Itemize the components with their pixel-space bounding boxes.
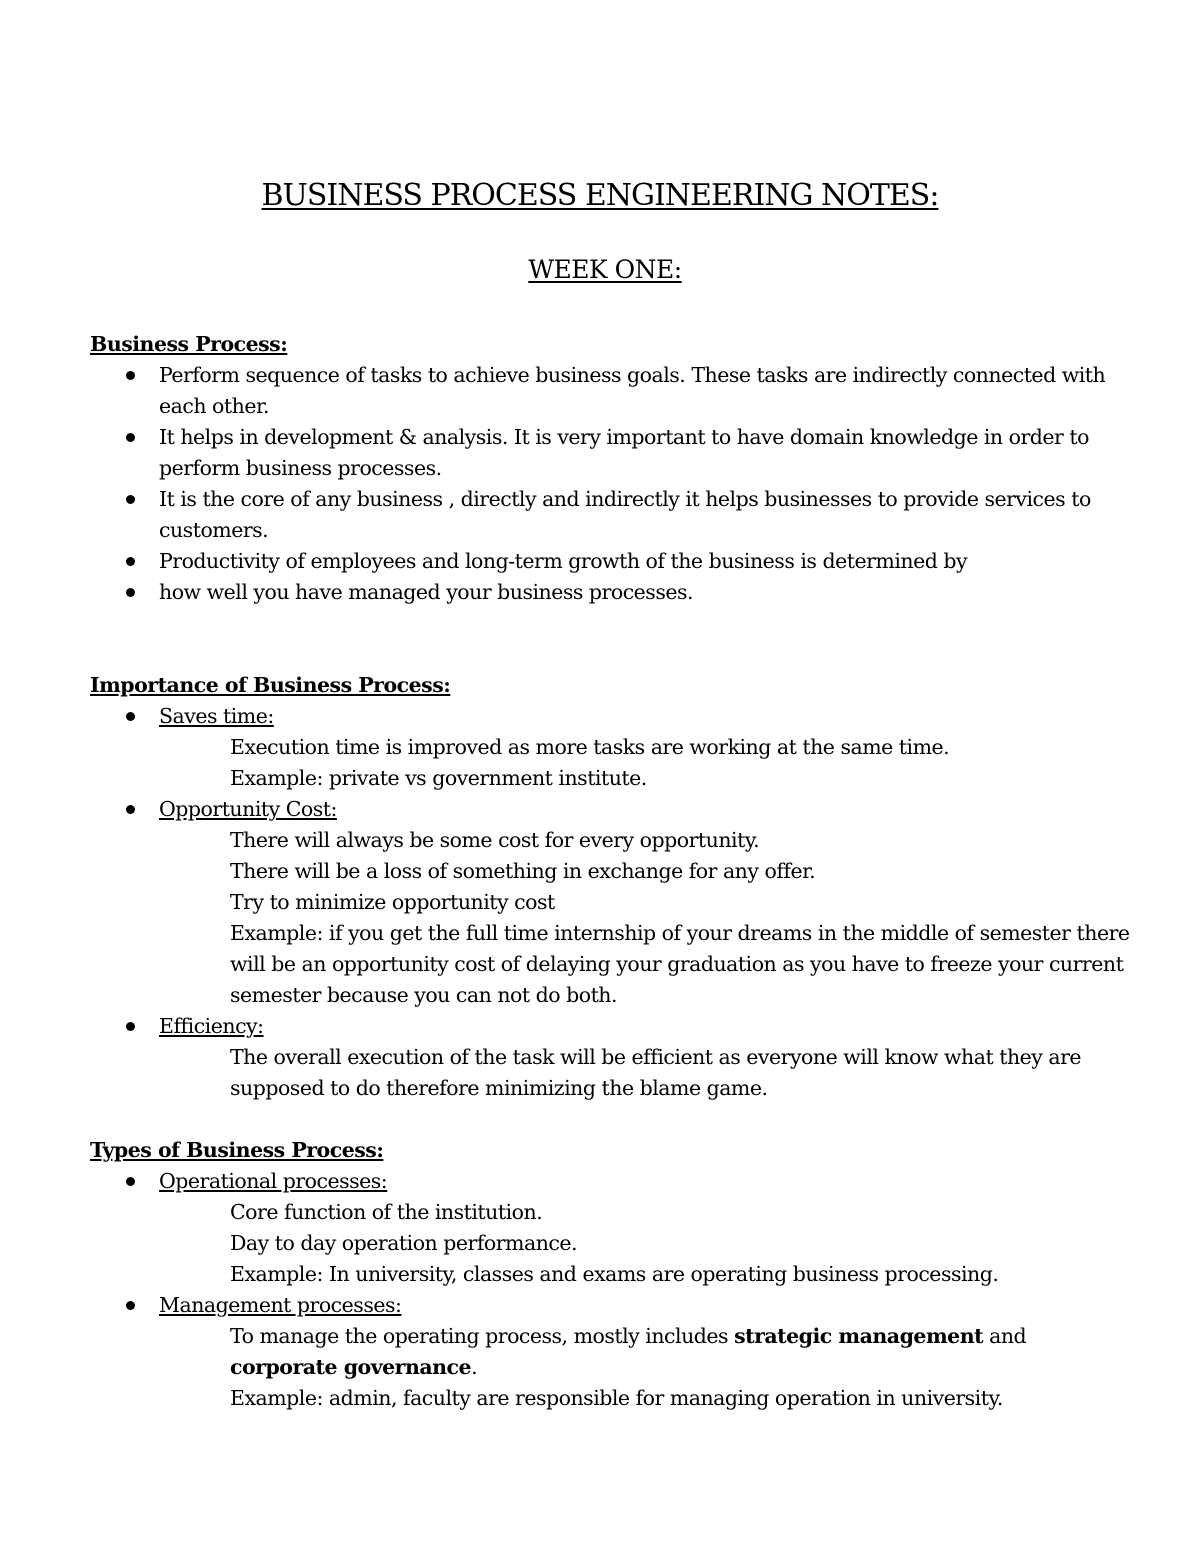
item-label: Management processes: [159, 1293, 402, 1317]
section-business-process [90, 329, 1130, 608]
types-list [90, 1166, 1130, 1414]
spacer [90, 608, 1130, 670]
notes-body [90, 329, 1130, 1414]
list-item-text: Perform sequence of tasks to achieve business goals. These tasks are indirectly connected with each other. [159, 363, 1106, 418]
section-heading-importance: Importance of Business Process: [90, 673, 451, 697]
week-heading: WEEK ONE: [528, 255, 682, 284]
item-detail: Execution time is improved as more tasks are working at the same time. [230, 735, 950, 759]
bullet-icon [126, 588, 135, 597]
detail-text: To manage the operating process, mostly includes [230, 1324, 735, 1348]
bullet-icon [126, 805, 135, 814]
list-item-text: It helps in development & analysis. It is very important to have domain knowledge in order to perform business processes. [159, 425, 1089, 480]
item-label: Operational processes: [159, 1169, 388, 1193]
list-item [90, 422, 1130, 484]
item-detail: Example: if you get the full time internship of your dreams in the middle of semester there will be an opportunity cost of delaying your graduation as you have to freeze your current semester because you can not do both. [230, 921, 1130, 1007]
item-detail: Core function of the institution. [230, 1200, 543, 1224]
section-heading-business-process: Business Process: [90, 332, 288, 356]
list-item-opportunity-cost [90, 794, 1130, 1011]
item-label: Saves time: [159, 704, 274, 728]
bullet-icon [126, 712, 135, 721]
list-item-text: Productivity of employees and long-term growth of the business is determined by [159, 549, 968, 573]
list-item-operational [90, 1166, 1130, 1290]
bold-term: corporate governance [230, 1355, 472, 1379]
list-item-text: It is the core of any business , directly and indirectly it helps businesses to provide services to customers. [159, 487, 1091, 542]
item-detail: There will be a loss of something in exchange for any offer. [230, 859, 816, 883]
item-label: Opportunity Cost: [159, 797, 337, 821]
item-detail: There will always be some cost for every opportunity. [230, 828, 760, 852]
business-process-list [90, 360, 1130, 608]
bullet-icon [126, 1022, 135, 1031]
item-detail: Example: private vs government institute. [230, 766, 647, 790]
bullet-icon [126, 371, 135, 380]
item-detail [159, 1321, 1130, 1383]
section-types [90, 1135, 1130, 1414]
spacer [90, 1104, 1130, 1135]
item-detail: The overall execution of the task will be efficient as everyone will know what they are supposed to do therefore minimizing the blame game. [230, 1045, 1082, 1100]
bullet-icon [126, 557, 135, 566]
bullet-icon [126, 433, 135, 442]
list-item [90, 360, 1130, 422]
item-detail: Example: admin, faculty are responsible for managing operation in university. [230, 1386, 1003, 1410]
list-item [90, 577, 1130, 608]
item-detail: Try to minimize opportunity cost [230, 890, 555, 914]
detail-text: and [983, 1324, 1027, 1348]
item-detail: Day to day operation performance. [230, 1231, 578, 1255]
item-detail: Example: In university, classes and exams are operating business processing. [230, 1262, 999, 1286]
item-label: Efficiency: [159, 1014, 264, 1038]
document-title: BUSINESS PROCESS ENGINEERING NOTES: [261, 178, 939, 213]
list-item [90, 546, 1130, 577]
bullet-icon [126, 1301, 135, 1310]
list-item-saves-time [90, 701, 1130, 794]
section-importance [90, 670, 1130, 1104]
detail-text: . [471, 1355, 478, 1379]
list-item [90, 484, 1130, 546]
list-item-text: how well you have managed your business processes. [159, 580, 694, 604]
section-heading-types: Types of Business Process: [90, 1138, 384, 1162]
bold-term: strategic management [734, 1324, 984, 1348]
bullet-icon [126, 495, 135, 504]
list-item-efficiency [90, 1011, 1130, 1104]
importance-list [90, 701, 1130, 1104]
bullet-icon [126, 1177, 135, 1186]
list-item-management [90, 1290, 1130, 1414]
